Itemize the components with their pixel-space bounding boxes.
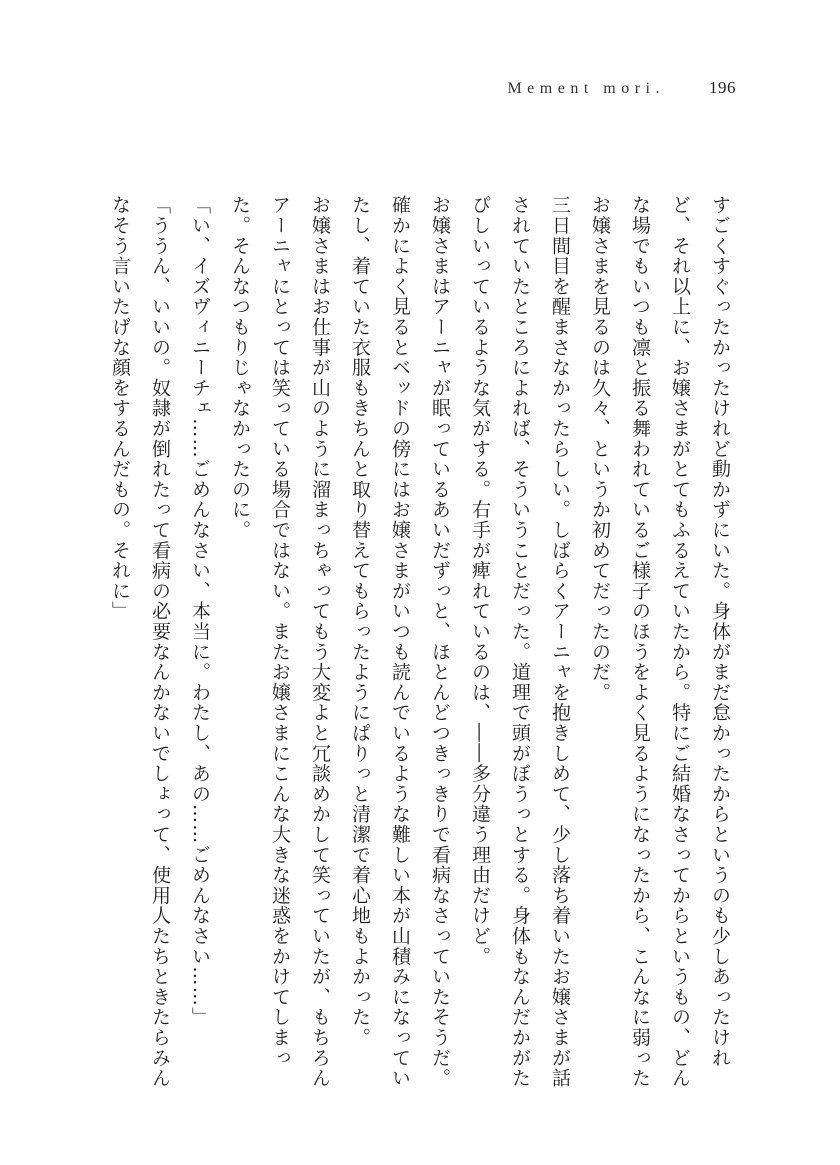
running-title: Mement mori. xyxy=(507,80,665,97)
running-head xyxy=(507,78,736,98)
paragraph: お嬢さまはお仕事が山のように溜まっちゃってもう大変よと冗談めかして笑っていたが、もちろんアーニャにとっては笑っている場合ではない。またお嬢さまにこんな大きな迷惑をかけてしまった。そんなつもりじゃなかったのに。 xyxy=(229,195,331,1089)
paragraph: お嬢さまはアーニャが眠っているあいだずっと、ほとんどつきっきりで看病なさっていたそうだ。確かによく見るとベッドの傍にはお嬢さまがいつも読んでいるような難しい本が山積みになっていたし、着ていた衣服もきちんと取り替えてもらったようにぱりっと清潔で着心地もよかった。 xyxy=(349,195,451,1089)
dialogue-line: 「い、イズヴィニーチェ……ごめんなさい、本当に。わたし、あの……ごめんなさい……」 xyxy=(189,195,211,1028)
paragraph: すごくすぐったかったけれど動かずにいた。身体がまだ怠かったからというのも少しあったけれど、それ以上に、お嬢さまがとてもふるえていたから。特にご結婚なさってからというもの、どんな場でもいつも凛と振る舞われているご様子のほうをよく見るようになったから、こんなに弱ったお嬢さまを見るのは久々、というか初めてだったのだ。 xyxy=(589,195,731,1089)
dialogue-line: 「ううん、いいの。奴隷が倒れたって看病の必要なんかないでしょって、使用人たちときたらみんなそう言いたげな顔をするんだもの。それに」 xyxy=(109,195,171,1089)
body-text xyxy=(100,195,740,1095)
page-number: 196 xyxy=(709,78,736,97)
paragraph: 三日間目を醒まさなかったらしい。しばらくアーニャを抱きしめて、少し落ち着いたお嬢さまが話されていたところによれば、そういうことだった。道理で頭がぼうっとする。身体もなんだかがたぴしいっているような気がする。右手が痺れているのは、――多分違う理由だけど。 xyxy=(469,195,571,1089)
